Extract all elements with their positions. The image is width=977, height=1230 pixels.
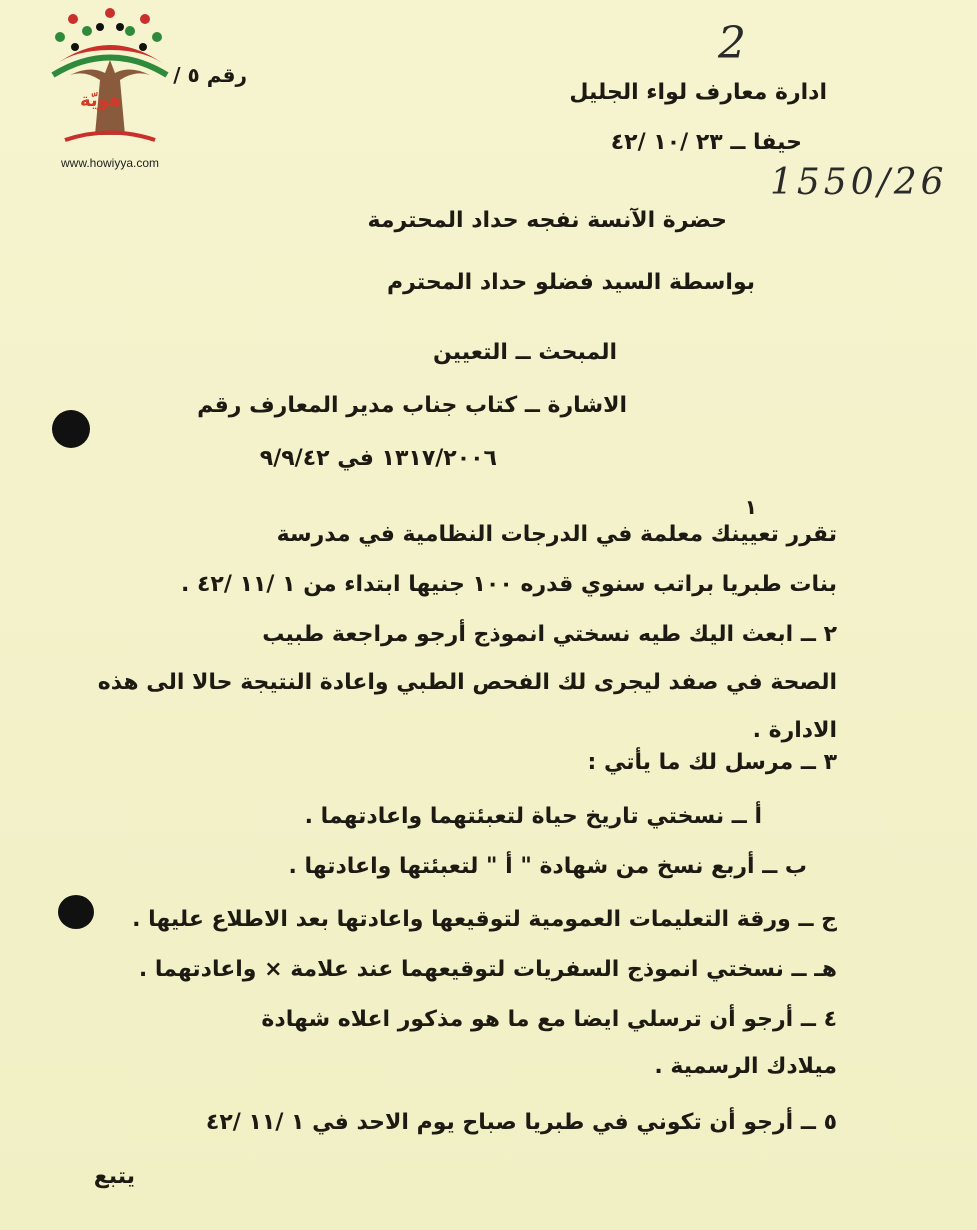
item1-line1: تقرر تعيينك معلمة في الدرجات النظامية في مدرسة	[276, 522, 837, 547]
tree-icon	[25, 5, 195, 155]
ref-number-label: رقم ٥ /	[173, 63, 247, 87]
item2-line1: ٢ ــ ابعث اليك طيه نسختي انموذج أرجو مراجعة طبيب	[262, 622, 837, 647]
item4-line2: ميلادك الرسمية .	[654, 1054, 837, 1079]
punch-hole	[58, 895, 94, 929]
addressee-to: حضرة الآنسة نفجه حداد المحترمة	[367, 208, 727, 233]
page-number-handwritten: 2	[718, 18, 746, 69]
sub-item-j: ج ــ ورقة التعليمات العمومية لتوقيعها واعادتها بعد الاطلاع عليها .	[132, 907, 837, 932]
item1-line2: بنات طبريا براتب سنوي قدره ١٠٠ جنيها ابتداء من ١ /١١ /٤٢ .	[180, 572, 837, 597]
howiyya-logo	[25, 5, 195, 170]
reference-line-2: ١٣١٧/٢٠٠٦ في ٩/٩/٤٢	[259, 446, 497, 471]
subject-line: المبحث ــ التعيين	[433, 340, 617, 365]
addressee-via: بواسطة السيد فضلو حداد المحترم	[387, 270, 755, 295]
logo-url: www.howiyya.com	[60, 156, 160, 170]
sub-item-a: أ ــ نسختي تاريخ حياة لتعبئتهما واعادتهما .	[304, 804, 762, 829]
place-date: حيفا ــ ٢٣ /١٠ /٤٢	[610, 130, 802, 155]
item1-number: ١	[744, 495, 757, 519]
item3-line: ٣ ــ مرسل لك ما يأتي :	[587, 750, 837, 775]
item2-line2: الصحة في صفد ليجرى لك الفحص الطبي واعادة النتيجة حالا الى هذه	[97, 670, 837, 695]
item5-line: ٥ ــ أرجو أن تكوني في طبريا صباح يوم الاحد في ١ /١١ /٤٢	[205, 1110, 837, 1135]
logo-brand: هويّة	[80, 90, 122, 111]
office-name: ادارة معارف لواء الجليل	[569, 80, 827, 105]
reference-line-1: الاشارة ــ كتاب جناب مدير المعارف رقم	[197, 393, 627, 418]
item4-line1: ٤ ــ أرجو أن ترسلي ايضا مع ما هو مذكور اعلاه شهادة	[261, 1007, 837, 1032]
item2-line3: الادارة .	[752, 718, 837, 743]
sub-item-b: ب ــ أربع نسخ من شهادة " أ " لتعبئتها واعادتها .	[288, 854, 807, 879]
continues-note: يتبع	[93, 1164, 135, 1189]
sub-item-h: هـ ــ نسختي انموذج السفريات لتوقيعهما عند علامة × واعادتهما .	[138, 957, 837, 982]
punch-hole	[52, 410, 90, 448]
reference-handwritten: 1550/26	[770, 162, 948, 203]
